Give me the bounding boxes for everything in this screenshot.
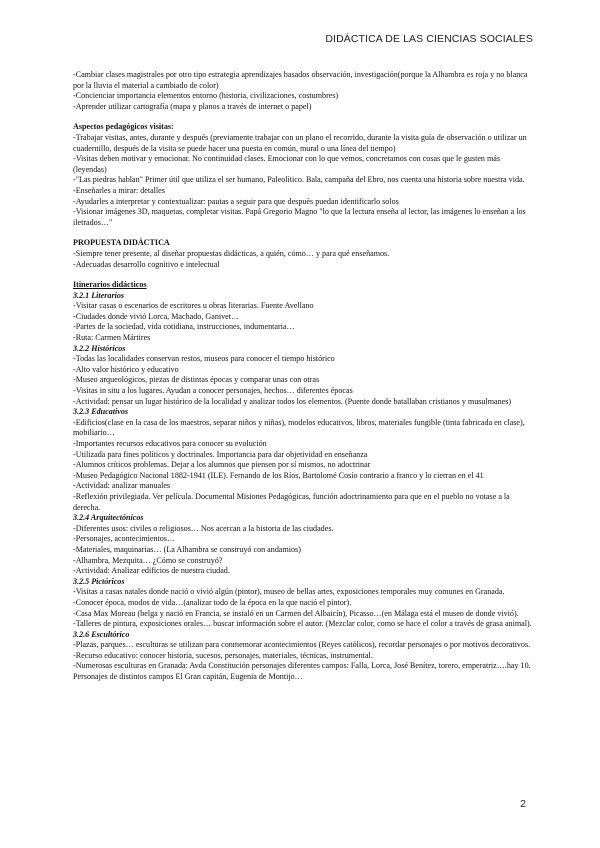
- text-line: -Personajes, acontecimientos…: [73, 534, 176, 544]
- text-line: -Materiales, maquinarias… (La Alhambra se construyó con andamios): [73, 544, 301, 554]
- text-line: -Casa Max Moreau (belga y nació en Francia, se instaló en un Carmen del Albaicín), Picasso…(en Málaga está el museo de donde vivió).: [73, 608, 519, 618]
- subsection-heading: 3.2.4 Arquitectónicos: [73, 513, 144, 523]
- page-number: 2: [520, 798, 526, 810]
- text-line: -Aprender utilizar cartografía (mapa y planos a través de internet o papel): [73, 101, 312, 111]
- text-line: -Actividad: pensar un lugar histórico de la localidad y analizar todos los elementos. (Puente donde batallaban cristianos y musulmanes): [73, 396, 512, 406]
- subsection-heading: 3.2.6 Escultórico: [73, 629, 130, 639]
- text-line: -Alumnos críticos problemas. Dejar a los alumnos que piensen por sí mismos, no adoctrinar: [73, 460, 371, 470]
- text-line: -Visitas a casas natales donde nació o vivió algún (pintor), museo de bellas artes, exposiciones temporales muy comunes en Granada.: [73, 587, 505, 597]
- text-line: -Museo Pedagógico Nacional 1882-1941 (ILE). Fernando de los Ríos, Bartolomé Cosío contrario a franco y lo cierran en el 41: [73, 470, 484, 480]
- text-line: -"Las piedras hablan" Primer útil que utiliza el ser humano, Paleolítico. Bala, campaña del Ebro, nos cuenta una historia sobre nuestra vida.: [73, 175, 525, 185]
- subsection-heading: 3.2.3 Educativos: [73, 407, 129, 417]
- text-line: -Trabajar visitas, antes, durante y después (previamente trabajar con un plano el recorrido, durante la visita guía de observación o utilizar un cuadernillo, después de la visita se puede hacer una puesta en común, mural o una línea del tiempo): [73, 132, 527, 153]
- section-heading: Aspectos pedagógicos visitas:: [73, 122, 174, 132]
- intro-block: [73, 70, 535, 112]
- section-heading: PROPUESTA DIDÁCTICA: [73, 238, 170, 248]
- text-line: -Utilizada para fines políticos y doctrinales. Importancia para dar objetividad en enseñanza: [73, 449, 368, 459]
- text-line: -Actividad: analizar manuales: [73, 481, 171, 491]
- text-line: -Enseñarles a mirar: detalles: [73, 185, 165, 195]
- document-body: [73, 70, 535, 683]
- text-line: -Alhambra, Mezquita… ¿Cómo se construyó?: [73, 555, 223, 565]
- text-line: -Cambiar clases magistrales por otro tipo estrategia aprendizajes basados observación, investigación(porque la Alhambra es roja y no blanca por la lluvia el material a cambiado de color): [73, 70, 528, 90]
- text-line: -Plazas, parques… esculturas se utilizan para conmemorar acontecimientos (Reyes católicos), recordar personajes o por motivos decorativos.: [73, 640, 531, 650]
- text-line: -Actividad: Analizar edificios de nuestra ciudad.: [73, 566, 230, 576]
- text-line: -Importantes recursos educativos para conocer su evolución: [73, 439, 267, 448]
- text-line: -Recurso educativo: conocer historia, sucesos, personajes, materiales, técnicas, instrumental.: [73, 650, 373, 660]
- text-line: -Reflexión privilegiada. Ver película. Documental Misiones Pedagógicas, función adoctrinamiento para que en el pueblo no votase a la derecha.: [73, 491, 510, 512]
- text-line: -Talleres de pintura, exposiciones orales… buscar información sobre el autor. (Mezclar color, como se hace el color a través de grasa animal).: [73, 619, 532, 629]
- text-line: -Numerosas esculturas en Granada: Avda Constitución personajes diferentes campos: Falla, Lorca, José Benítez, torero, emperatriz….hay 10. Personajes de distintos campos El Gran capitán, Eugenia de Montijo…: [73, 661, 531, 682]
- subsection-heading: 3.2.5 Pictóricos: [73, 576, 125, 586]
- subsection-heading: 3.2.1 Literarios: [73, 290, 125, 300]
- text-line: -Todas las localidades conservan restos, museos para conocer el tiempo histórico: [73, 354, 335, 364]
- aspectos-section: [73, 122, 535, 228]
- page-header: DIDÁCTICA DE LAS CIENCIAS SOCIALES: [325, 33, 533, 45]
- section-heading: Itinerarios didácticos: [73, 280, 147, 290]
- text-line: -Conocer época, modos de vida…(analizar todo de la época en la que nació el pintor).: [73, 597, 352, 607]
- text-line: -Concienciar importancia elementos entorno (historia, civilizaciones, costumbres): [73, 91, 339, 101]
- text-line: -Ciudades donde vivió Lorca, Machado, Ganivet…: [73, 311, 240, 321]
- text-line: -Edificios(clase en la casa de los maestros, separar niños y niñas), modelos educativos, libros, materiales fungible (tinta fabricada en clase), mobiliario…: [73, 417, 525, 438]
- text-line: -Visitas deben motivar y emocionar. No continuidad clases. Emocionar con lo que vemos, concretamos con cosas que le gusten más (leyendas): [73, 154, 501, 174]
- text-line: -Ayudarles a interpretar y contextualizar: pautas a seguir para que después puedan identificarlo solos: [73, 196, 399, 206]
- text-line: -Visitar casas o escenarios de escritores u obras literarias. Fuente Avellano: [73, 301, 314, 311]
- text-line: -Diferentes usos: civiles o religiosos… Nos acercan a la historia de las ciudades.: [73, 523, 334, 533]
- itinerarios-section: [73, 280, 535, 683]
- subsection-heading: 3.2.2 Históricos: [73, 343, 126, 353]
- text-line: -Visionar imágenes 3D, maquetas, completar visitas. Papá Gregorio Magno "lo que la lectura enseña al lector, las imágenes lo enseñan a los iletrados…": [73, 207, 526, 227]
- text-line: -Alto valor histórico y educativo: [73, 364, 179, 374]
- text-line: -Partes de la sociedad, vida cotidiana, instrucciones, indumentaria…: [73, 322, 295, 332]
- propuesta-section: [73, 238, 535, 270]
- text-line: -Visitas in situ a los lugares. Ayudan a conocer personajes, hechos… diferentes épocas: [73, 386, 353, 396]
- text-line: -Adecuadas desarrollo cognitivo e intelectual: [73, 259, 220, 269]
- text-line: -Museo arqueológicos, piezas de distintas épocas y comparar unas con otras: [73, 375, 320, 385]
- text-line: -Siempre tener presente, al diseñar propuestas didácticas, a quién, cómo… y para qué enseñamos.: [73, 248, 390, 258]
- text-line: -Ruta: Carmen Mártires: [73, 333, 151, 343]
